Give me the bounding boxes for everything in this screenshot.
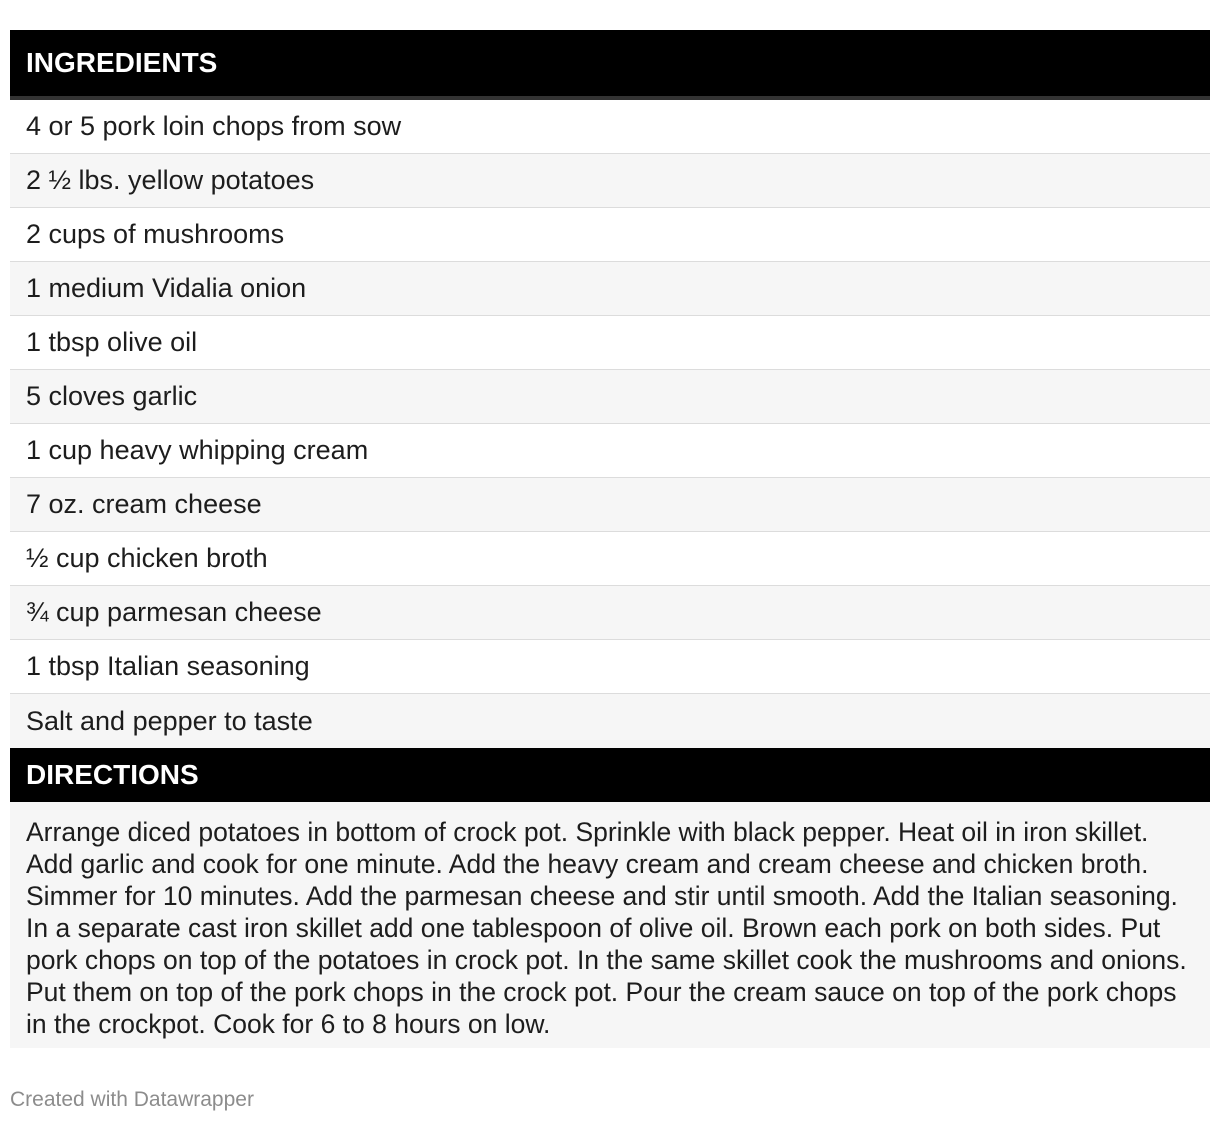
ingredient-row: 1 cup heavy whipping cream — [10, 424, 1210, 478]
datawrapper-credit: Created with Datawrapper — [10, 1088, 254, 1111]
recipe-table — [10, 30, 1210, 1048]
ingredient-row: ¾ cup parmesan cheese — [10, 586, 1210, 640]
ingredient-row: 5 cloves garlic — [10, 370, 1210, 424]
ingredient-row: 1 medium Vidalia onion — [10, 262, 1210, 316]
ingredient-row: 1 tbsp olive oil — [10, 316, 1210, 370]
ingredient-row: ½ cup chicken broth — [10, 532, 1210, 586]
ingredient-row: 2 cups of mushrooms — [10, 208, 1210, 262]
ingredient-row: 4 or 5 pork loin chops from sow — [10, 100, 1210, 154]
directions-header: DIRECTIONS — [10, 748, 1210, 802]
ingredient-row: 2 ½ lbs. yellow potatoes — [10, 154, 1210, 208]
ingredients-header: INGREDIENTS — [10, 30, 1210, 100]
ingredient-row: 1 tbsp Italian seasoning — [10, 640, 1210, 694]
ingredient-row: 7 oz. cream cheese — [10, 478, 1210, 532]
ingredient-row: Salt and pepper to taste — [10, 694, 1210, 748]
directions-text: Arrange diced potatoes in bottom of crock pot. Sprinkle with black pepper. Heat oil in iron skillet. Add garlic and cook for one minute. Add the heavy cream and cream cheese and chicken broth. Simmer for 10 minutes. Add the parmesan cheese and stir until smooth. Add the Italian seasoning. In a separate cast iron skillet add one tablespoon of olive oil. Brown each pork on both sides. Put pork chops on top of the potatoes in crock pot. In the same skillet cook the mushrooms and onions. Put them on top of the pork chops in the crock pot. Pour the cream sauce on top of the pork chops in the crockpot. Cook for 6 to 8 hours on low. — [10, 802, 1210, 1048]
